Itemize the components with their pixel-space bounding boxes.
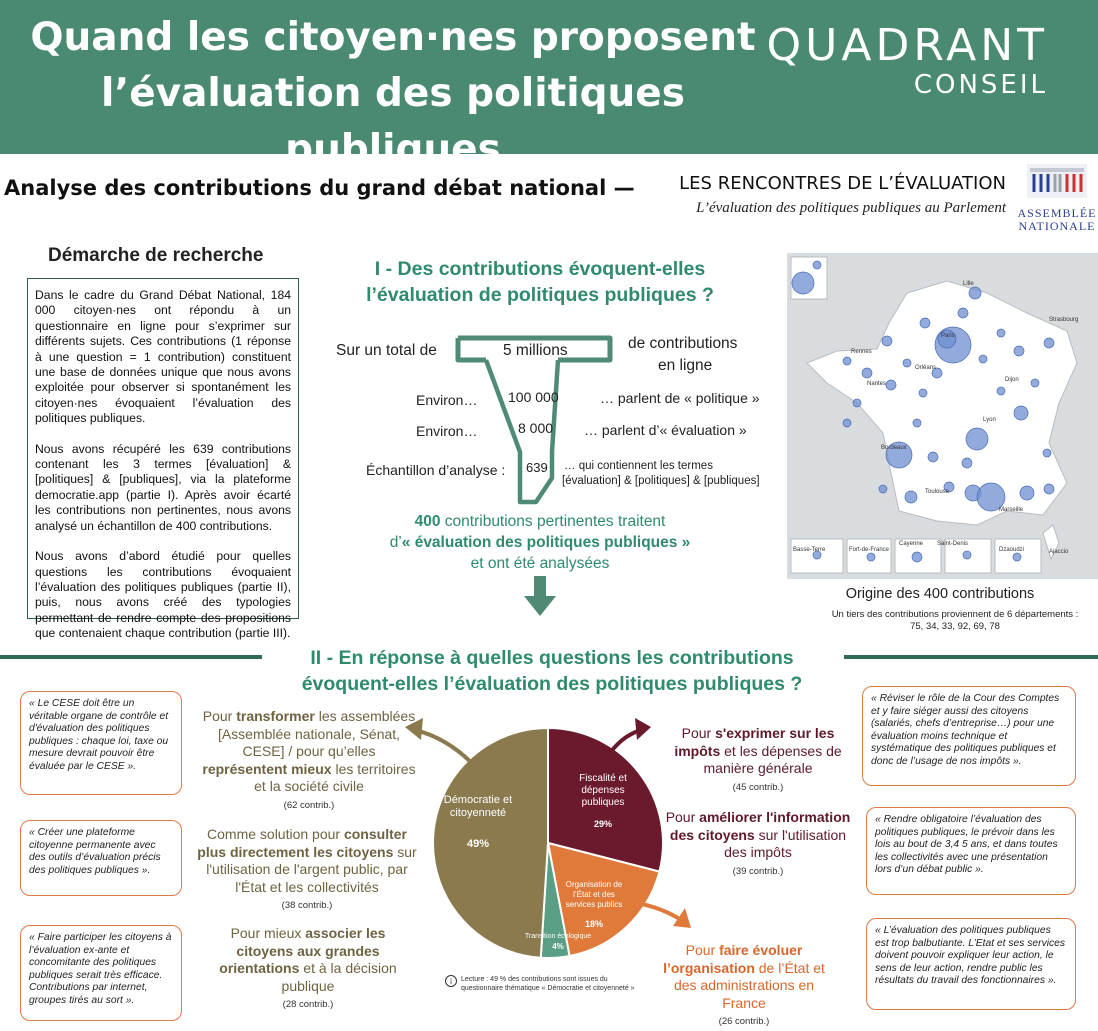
reason-associer	[206, 925, 410, 1014]
map-caption: Origine des 400 contributions	[845, 586, 1035, 602]
map-label: Orléans	[915, 365, 937, 371]
funnel-sample-desc-2: [évaluation] & [politiques] & [publiques]	[562, 475, 760, 487]
map-label: Nantes	[867, 381, 887, 387]
reason-bold: faire évoluer l’organisation	[663, 942, 803, 976]
lecture-text: Lecture : 49 % des contributions sont issues du questionnaire thématique « Démocratie et citoyenneté »	[461, 976, 635, 992]
brand-sub: CONSEIL	[913, 70, 1048, 100]
map-note-line-2: 75, 34, 33, 92, 69, 78	[910, 621, 1000, 632]
title-line-2: l’évaluation des politiques publiques	[101, 71, 685, 172]
part1-title-line-1: I - Des contributions évoquent-elles	[374, 258, 706, 280]
demarche-title: Démarche de recherche	[48, 245, 264, 266]
map-label: Basse-Terre	[793, 547, 826, 553]
title-line-1: Quand les citoyen·nes proposent	[30, 15, 756, 60]
reason-transformer	[200, 708, 418, 814]
quote-balbutiante: « L’évaluation des politiques publiques est trop balbutiante. L’Etat et ses services doivent pouvoir expliquer leur action, le sens de leur action, rendre public les résultats du travail des fonctionnaires ».	[866, 918, 1076, 1010]
france-map	[787, 253, 1098, 579]
map-label: Dzaoudzi	[999, 547, 1025, 553]
map-label: Bordeaux	[881, 445, 907, 451]
divider-left	[0, 655, 262, 659]
quote-cour-comptes: « Réviser le rôle de la Cour des Comptes et y faire siéger aussi des citoyens (salariés, chefs d’entreprise…) pour une évaluation moins technique et systématique des politiques publiques et donc de l’usage de nos impôts ».	[862, 686, 1076, 786]
reason-text: sur l'utilisation des impôts	[724, 826, 847, 860]
reason-text: les territoires et la société civile	[254, 760, 416, 794]
map-label: Paris	[941, 333, 955, 339]
info-icon: i	[445, 975, 457, 987]
reason-text: sur l'utilisation de l'argent public, par l'État et les collectivités	[206, 843, 417, 895]
pie-value-label: 4%	[552, 942, 564, 951]
quote-plateforme: « Créer une plateforme citoyenne permanente avec des outils d’évaluation précis des politiques publiques ».	[20, 820, 182, 896]
reason-bold: consulter plus directement les citoyens	[197, 826, 407, 860]
map-note-line-1: Un tiers des contributions proviennent de 6 départements :	[831, 609, 1079, 620]
reason-text: les assemblées [Assemblée nationale, Sénat, CESE] / pour qu’elles	[217, 708, 416, 759]
pie-value-label: 49%	[466, 838, 490, 850]
rencontres-title: LES RENCONTRES DE L’ÉVALUATION	[679, 173, 1006, 194]
map-label: Dijon	[1005, 377, 1019, 383]
part2-title	[262, 645, 842, 697]
header-banner	[0, 0, 1098, 172]
demarche-paragraph: Nous avons d’abord étudié pour quelles questions les contributions évoquaient l’évaluation des politiques publiques (partie II), puis, nous avons créé des typologies permettant de rendre compte des propositions que contenaient chaque contribution (partie III).	[35, 549, 291, 641]
map-label: Rennes	[851, 349, 872, 355]
map-label: Strasbourg	[1049, 317, 1079, 323]
assemblee-line-1: ASSEMBLÉE	[1017, 206, 1097, 220]
map-label: Ajaccio	[1049, 549, 1069, 555]
map-label: Cayenne	[899, 541, 924, 547]
demarche-paragraph: Nous avons récupéré les 639 contributions contenant les 3 termes [évaluation] & [politiques] & [publiques], via la plateforme democratie.app (partie I). Après avoir écarté les contributions non pertinentes, nous avons analysé un échantillon de 400 contributions.	[35, 441, 291, 533]
funnel-env1-desc: … parlent de « politique »	[600, 390, 760, 406]
quote-participer: « Faire participer les citoyens à l’évaluation ex-ante et concomitante des politiques publiques serait très efficace. Contributions par internet, groupes tirés au sort ».	[20, 925, 182, 1021]
demarche-box	[27, 278, 299, 641]
assemblee-logo	[1016, 160, 1098, 233]
funnel-env2-desc: … parlent d’« évaluation »	[584, 422, 747, 438]
arrow-organisation	[617, 900, 681, 920]
pie-slice-label: Fiscalité et dépenses publiques	[579, 773, 627, 808]
quote-cese: « Le CESE doit être un véritable organe de contrôle et d'évaluation des politiques publiques : chaque loi, taxe ou mesure devrait pouvoir être évaluée par le CESE ».	[20, 691, 182, 795]
rencontres-block	[650, 173, 1006, 217]
reason-count: (28 contrib.)	[282, 999, 334, 1010]
subtitle: Analyse des contributions du grand débat national —	[4, 176, 635, 200]
map-svg	[787, 253, 1098, 579]
reason-text: Pour	[665, 809, 700, 825]
assemblee-emblem-icon	[1024, 160, 1090, 202]
reason-text: de l’État et des administrations en France	[673, 959, 825, 1011]
result-line-2	[345, 532, 735, 553]
result-text-2a: d’	[389, 534, 402, 551]
arrow-fiscalite	[600, 730, 641, 770]
reason-count: (62 contrib.)	[283, 799, 335, 811]
result-text-1: contributions pertinentes traitent	[440, 513, 666, 530]
reason-consulter	[196, 826, 418, 915]
arrow-democratie	[415, 730, 485, 778]
reason-impots	[666, 725, 850, 796]
part1-title	[330, 256, 750, 308]
funnel-total-suffix-1: de contributions	[628, 335, 738, 352]
result-line-3: et ont été analysées	[470, 555, 610, 572]
reason-bold: représentent mieux	[202, 760, 332, 777]
reason-organisation	[656, 942, 832, 1031]
map-label: Lyon	[983, 417, 996, 423]
divider-right	[844, 655, 1098, 659]
pie-slice-label: Organisation de l’État et des services publics	[565, 880, 623, 909]
page-title	[28, 10, 758, 178]
pie-lecture	[445, 975, 635, 993]
down-arrow-icon	[522, 576, 558, 618]
funnel-env2-value: 8 000	[518, 420, 554, 436]
reason-text: et les dépenses de manière générale	[703, 742, 842, 776]
reason-bold: s'exprimer sur les impôts	[674, 725, 835, 759]
assemblee-line-2: NATIONALE	[1018, 219, 1096, 233]
pie-slice-label: Transition écologique	[524, 933, 592, 940]
reason-text: Pour	[685, 942, 720, 958]
result-text-2b: « évaluation des politiques publiques »	[401, 534, 691, 551]
map-label: Toulouse	[925, 489, 950, 495]
funnel-env1-value: 100 000	[508, 389, 559, 405]
map-label: Saint-Denis	[937, 541, 969, 547]
funnel-total-value: 5 millions	[503, 342, 568, 359]
reason-text: Pour	[202, 708, 237, 724]
funnel-sample-value: 639	[526, 460, 548, 475]
reason-count: (38 contrib.)	[281, 900, 333, 911]
reason-count: (45 contrib.)	[732, 781, 784, 793]
funnel-total-suffix-2: en ligne	[658, 357, 713, 374]
reason-bold: associer les citoyens aux grandes orientations	[219, 925, 386, 976]
reason-bold: transformer	[236, 708, 315, 724]
reason-count: (26 contrib.)	[718, 1016, 770, 1027]
part1-title-line-2: l’évaluation de politiques publiques ?	[366, 284, 714, 306]
funnel-total-prefix: Sur un total de	[336, 342, 437, 359]
brand-logo	[767, 22, 1049, 100]
funnel-env1-label: Environ…	[416, 392, 478, 408]
funnel-top-left	[458, 338, 486, 360]
reason-text: Pour mieux	[230, 925, 306, 941]
reason-count: (39 contrib.)	[732, 865, 784, 877]
result-line-1	[345, 511, 735, 532]
reason-bold: améliorer l'information des citoyens	[669, 809, 851, 843]
map-note	[812, 609, 1098, 633]
part1-result	[345, 511, 735, 574]
map-label: Lille	[963, 281, 974, 287]
reason-text: et à la décision publique	[281, 960, 397, 994]
reason-text: Pour	[681, 725, 716, 741]
part2-title-line-2: évoquent-elles l’évaluation des politiques publiques ?	[301, 673, 803, 695]
part2-title-line-1: II - En réponse à quelles questions les contributions	[310, 647, 794, 669]
rencontres-subtitle: L’évaluation des politiques publiques au Parlement	[696, 200, 1006, 216]
arrow-head-fiscalite	[635, 718, 651, 740]
map-label: Fort-de-France	[849, 547, 890, 553]
brand-main: QUADRANT	[766, 20, 1048, 71]
result-number: 400	[414, 513, 441, 530]
pie-value-label: 29%	[593, 819, 613, 829]
funnel-sample-desc-1: … qui contiennent les termes	[564, 460, 713, 472]
funnel-sample-label: Échantillon d’analyse :	[366, 462, 506, 478]
reason-information	[660, 809, 856, 880]
pie-slice-label: Démocratie et citoyenneté	[443, 794, 513, 819]
map-label: Marseille	[999, 507, 1024, 513]
demarche-paragraph: Dans le cadre du Grand Débat National, 184 000 citoyen·nes ont répondu à un questionnaire en ligne pour s’exprimer sur différents sujets. Ces contributions (1 réponse à une question = 1 contribution) constituent une base de données unique que nous avons exploitée pour observer si spontanément les citoyen·nes évoquaient l’évaluation des politiques publiques.	[35, 288, 291, 426]
funnel-env2-label: Environ…	[416, 423, 478, 439]
pie-value-label: 18%	[584, 919, 604, 929]
quote-obligatoire: « Rendre obligatoire l’évaluation des politiques publiques, le prévoir dans les lois au bout de 3,4 5 ans, et dans toutes les collectivités avec une présentation lors d’un débat public ».	[866, 807, 1076, 895]
reason-text: Comme solution pour	[207, 826, 344, 842]
